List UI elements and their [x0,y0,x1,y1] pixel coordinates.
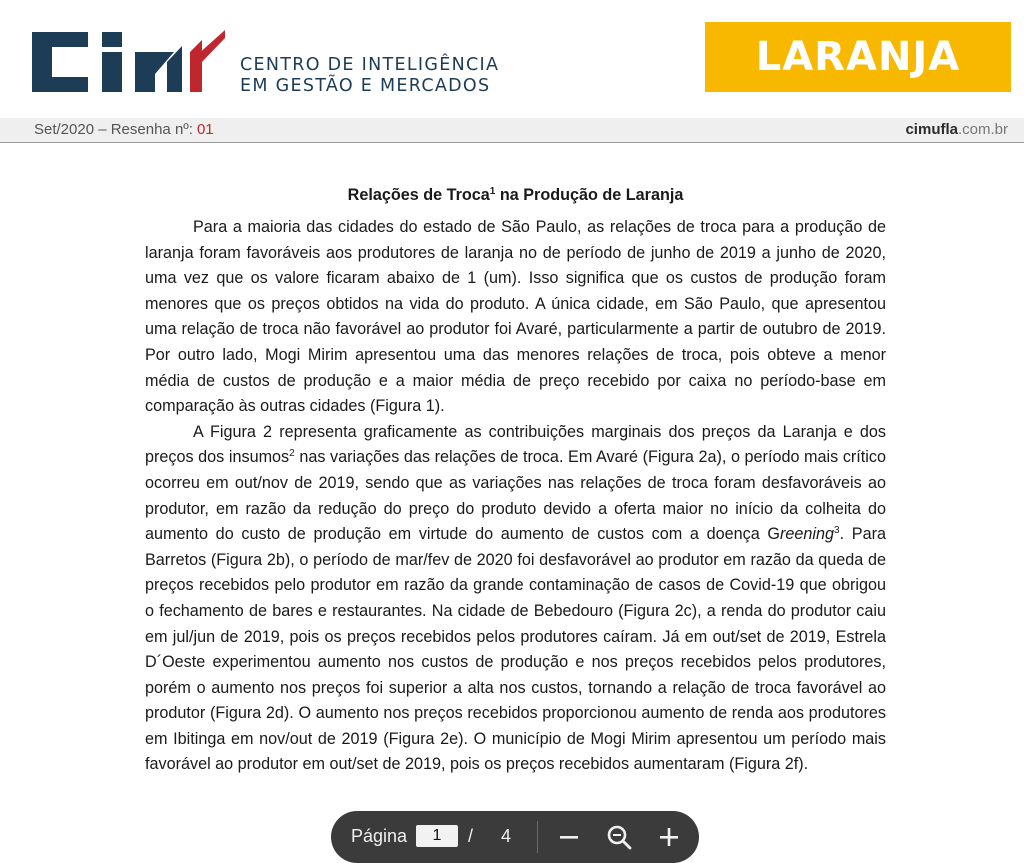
magnifier-icon [609,827,630,848]
paragraph-2-part-c: . Para Barretos (Figura 2b), o período de mar/fev de 2020 foi desfavorável ao produtor em razão da queda de preços recebidos pelo produtor em razão da grande contaminação de casos de Covid-19 que obrigou o fechamento de bares e restaurantes. Na cidade de Bebedouro (Figura 2c), a renda do produtor caiu em jul/jun de 2019, pois os preços recebidos pelos produtores caíram. Já em out/set de 2019, Estrela D´Oeste experimentou aumento nos custos de produção e nos preços recebidos pelos produtores, porém o aumento nos preços foi superior a alta nos custos, tornando a relação de troca favorável ao produtor (Figura 2d). O aumento nos preços recebidos proporcionou aumento de renda aos produtores em Ibitinga em nov/out de 2019 (Figura 2e). O município de Mogi Mirim apresentou um período mais favorável ao produtor em out/set de 2019, pois os preços recebidos aumentaram (Figura 2f). [145,525,886,774]
page-total: 4 [501,826,512,846]
commodity-badge: LARANJA [705,22,1011,92]
zoom-out-button[interactable] [553,821,585,853]
document-header [0,0,1024,118]
minus-icon [560,836,578,839]
pdf-page-toolbar [331,811,699,863]
greening-italic: reening [780,525,835,544]
logo-line-2: EM GESTÃO E MERCADOS [240,76,491,96]
logo-line-1: CENTRO DE INTELIGÊNCIA [240,55,500,75]
cim-logo-icon [30,28,225,94]
footnote-ref-2[interactable]: 2 [289,448,295,460]
edition-number: 01 [196,121,214,138]
edition-label: Set/2020 – Resenha nº: [34,121,193,138]
site-suffix: .com.br [957,121,1008,138]
paragraph-2-part-a: A Figura 2 representa graficamente as contribuições marginais dos preços da Laranja e dos preços dos insumos [145,422,886,467]
title-rest: na Produção de Laranja [495,186,684,204]
paragraph-2 [145,420,886,778]
footnote-ref-1[interactable]: 1 [489,186,496,197]
edition-info [34,121,214,138]
article-body [145,182,886,778]
page-number-input[interactable]: 1 [416,825,458,847]
paragraph-2-part-b: nas variações das relações de troca. Em Avaré (Figura 2a), o período mais crítico ocorreu em out/nov de 2019, sendo que as variações nas relações de troca foram desfavoráveis ao produtor, em razão da redução do preço do produto devido a oferta maior no início da colheita do aumento do custo de produção em virtude do aumento de custos com a doença G [145,448,886,544]
plus-icon [660,828,678,846]
site-url[interactable] [905,121,1008,138]
page-label: Página [351,826,408,846]
article-title [145,182,886,208]
site-brand: cimufla [905,121,958,138]
toolbar-divider [537,821,538,853]
zoom-in-button[interactable] [653,821,685,853]
title-main: Relações de Troca [347,186,490,204]
page-separator: / [468,826,474,846]
edition-bar [0,118,1024,143]
zoom-reset-button[interactable] [603,821,635,853]
paragraph-1: Para a maioria das cidades do estado de São Paulo, as relações de troca para a produção de laranja foram favoráveis aos produtores de laranja no de período de junho de 2019 a junho de 2020, uma vez que os valore ficaram abaixo de 1 (um). Isso significa que os custos de produção foram menores que os preços obtidos na vida do produto. A única cidade, em São Paulo, que apresentou uma relação de troca não favorável ao produtor foi Avaré, particularmente a partir de outubro de 2019. Por outro lado, Mogi Mirim apresentou uma das menores relações de troca, pois obteve a menor média de custos de produção e a maior média de preço recebido por caixa no período-base em comparação às outras cidades (Figura 1). [145,218,886,416]
organization-name [240,55,499,97]
footnote-ref-3[interactable]: 3 [834,525,840,537]
